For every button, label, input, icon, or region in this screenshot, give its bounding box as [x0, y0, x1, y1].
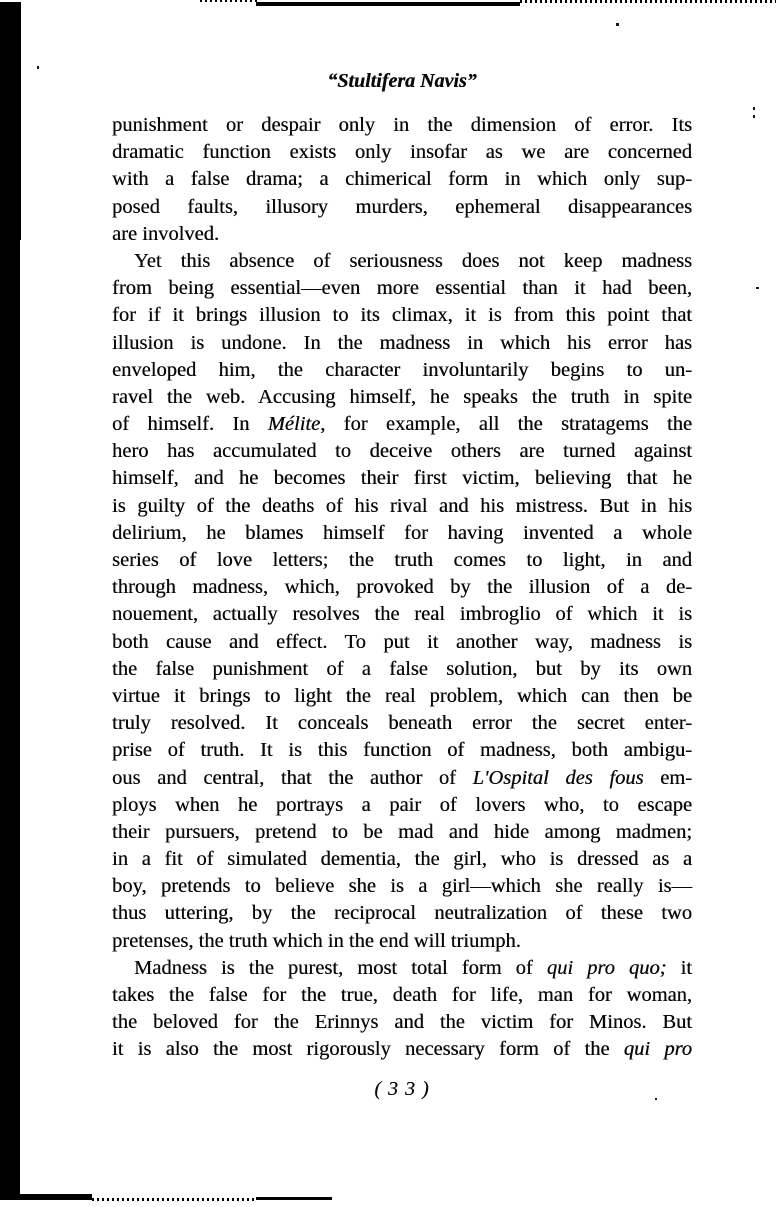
- spine-shadow-bar: [0, 2, 20, 1194]
- text-segment: virtue it brings to light the real problem, which can then be: [112, 684, 692, 707]
- page-edge-top-solid: [256, 2, 520, 6]
- text-segment: is guilty of the deaths of his rival and his mistress. But in his: [112, 494, 692, 517]
- text-segment: Yet this absence of seriousness does not keep madness: [134, 249, 692, 272]
- scan-speck: [753, 115, 755, 118]
- text-segment: it is also the most rigorously necessary form of the: [112, 1038, 624, 1061]
- scan-speck: [753, 107, 755, 110]
- italic-text-segment: qui pro quo;: [546, 956, 667, 979]
- text-line: [112, 520, 692, 547]
- page-edge-top-dotted-right: [520, 0, 776, 3]
- text-line: [112, 601, 692, 628]
- spine-shadow-bar-step: [18, 2, 21, 240]
- text-line: [112, 629, 692, 656]
- page-edge-bottom-solid-thick: [0, 1194, 92, 1200]
- text-segment: hero has accumulated to deceive others are turned against: [112, 440, 692, 463]
- text-line: [112, 493, 692, 520]
- text-line: [112, 955, 692, 982]
- text-line: [112, 112, 692, 139]
- text-line: [112, 330, 692, 357]
- scan-speck: [616, 23, 619, 26]
- text-line: [112, 438, 692, 465]
- text-line: [112, 900, 692, 927]
- text-line: [112, 465, 692, 492]
- text-line: [112, 574, 692, 601]
- text-segment: in a fit of simulated dementia, the girl, who is dressed as a: [112, 848, 692, 871]
- text-line: [112, 384, 692, 411]
- text-line: [112, 819, 692, 846]
- text-segment: takes the false for the true, death for life, man for woman,: [112, 984, 692, 1006]
- text-line: [112, 710, 692, 737]
- text-segment: dramatic function exists only insofar as we are concerned: [112, 141, 692, 164]
- text-segment: illusion is undone. In the madness in which his error has: [112, 331, 692, 354]
- text-segment: series of love letters; the truth comes to light, in and: [112, 549, 692, 571]
- text-segment: for if it brings illusion to its climax, it is from this point that: [112, 304, 692, 327]
- text-line: [112, 1036, 692, 1063]
- text-line: [112, 737, 692, 764]
- italic-text-segment: qui pro: [623, 1038, 692, 1061]
- text-segment: ous and central, that the author of: [112, 766, 473, 789]
- text-line: [112, 846, 692, 873]
- text-segment: both cause and effect. To put it another way, madness is: [112, 630, 692, 653]
- text-segment: , for example, all the stratagems the: [320, 413, 692, 436]
- text-line: [112, 792, 692, 819]
- text-segment: of himself. In: [112, 413, 268, 436]
- text-segment: ploys when he portrays a pair of lovers who, to escape: [112, 793, 692, 816]
- text-segment: em-: [643, 766, 693, 789]
- text-segment: himself, and he becomes their first victim, believing that he: [112, 467, 692, 490]
- text-segment: with a false drama; a chimerical form in which only sup-: [112, 168, 692, 191]
- text-segment: boy, pretends to believe she is a girl—which she really is—: [112, 875, 692, 898]
- scan-speck: [37, 66, 39, 69]
- text-line: [112, 683, 692, 710]
- text-segment: thus uttering, by the reciprocal neutralization of these two: [112, 902, 692, 925]
- text-line: [112, 873, 692, 900]
- page-edge-bottom-solid-thin: [256, 1197, 332, 1200]
- text-line: [112, 275, 692, 302]
- scan-speck: [756, 287, 759, 289]
- text-line: [112, 656, 692, 683]
- text-segment: pretenses, the truth which in the end will triumph.: [112, 929, 521, 952]
- text-segment: enveloped him, the character involuntarily begins to un-: [112, 358, 692, 381]
- page-number: ( 3 3 ): [374, 1078, 430, 1100]
- page-edge-top-dotted-left: [200, 0, 258, 2]
- text-segment: the beloved for the Erinnys and the victim for Minos. But: [112, 1011, 692, 1034]
- body-text: [112, 112, 692, 1064]
- text-segment: truly resolved. It conceals beneath error the secret enter-: [112, 712, 692, 735]
- text-line: [112, 139, 692, 166]
- text-line: [112, 248, 692, 275]
- text-line: [112, 1009, 692, 1036]
- text-line: [112, 765, 692, 792]
- text-segment: it: [666, 956, 692, 979]
- text-segment: punishment or despair only in the dimension of error. Its: [112, 114, 692, 136]
- text-segment: posed faults, illusory murders, ephemeral disappearances: [112, 195, 692, 218]
- text-segment: Madness is the purest, most total form of: [134, 956, 547, 979]
- italic-text-segment: Mélite: [267, 413, 321, 436]
- text-line: [112, 302, 692, 329]
- text-line: [112, 982, 692, 1009]
- italic-text-segment: L'Ospital des fous: [472, 766, 644, 789]
- text-line: [112, 221, 692, 248]
- text-segment: ravel the web. Accusing himself, he speaks the truth in spite: [112, 385, 692, 408]
- text-segment: are involved.: [112, 222, 220, 245]
- text-line: [112, 166, 692, 193]
- text-segment: nouement, actually resolves the real imbroglio of which it is: [112, 603, 692, 626]
- text-segment: through madness, which, provoked by the illusion of a de-: [112, 576, 692, 599]
- text-line: [112, 194, 692, 221]
- text-line: [112, 547, 692, 574]
- text-segment: prise of truth. It is this function of madness, both ambigu-: [112, 739, 692, 762]
- text-line: [112, 411, 692, 438]
- text-line: [112, 928, 692, 955]
- text-segment: from being essential—even more essential than it had been,: [112, 277, 692, 300]
- text-segment: the false punishment of a false solution, but by its own: [112, 657, 692, 680]
- running-header: “Stultifera Navis”: [327, 70, 477, 92]
- text-segment: their pursuers, pretend to be mad and hide among madmen;: [112, 820, 692, 843]
- text-line: [112, 357, 692, 384]
- text-segment: delirium, he blames himself for having invented a whole: [112, 521, 692, 544]
- page-edge-bottom-dotted: [92, 1198, 256, 1201]
